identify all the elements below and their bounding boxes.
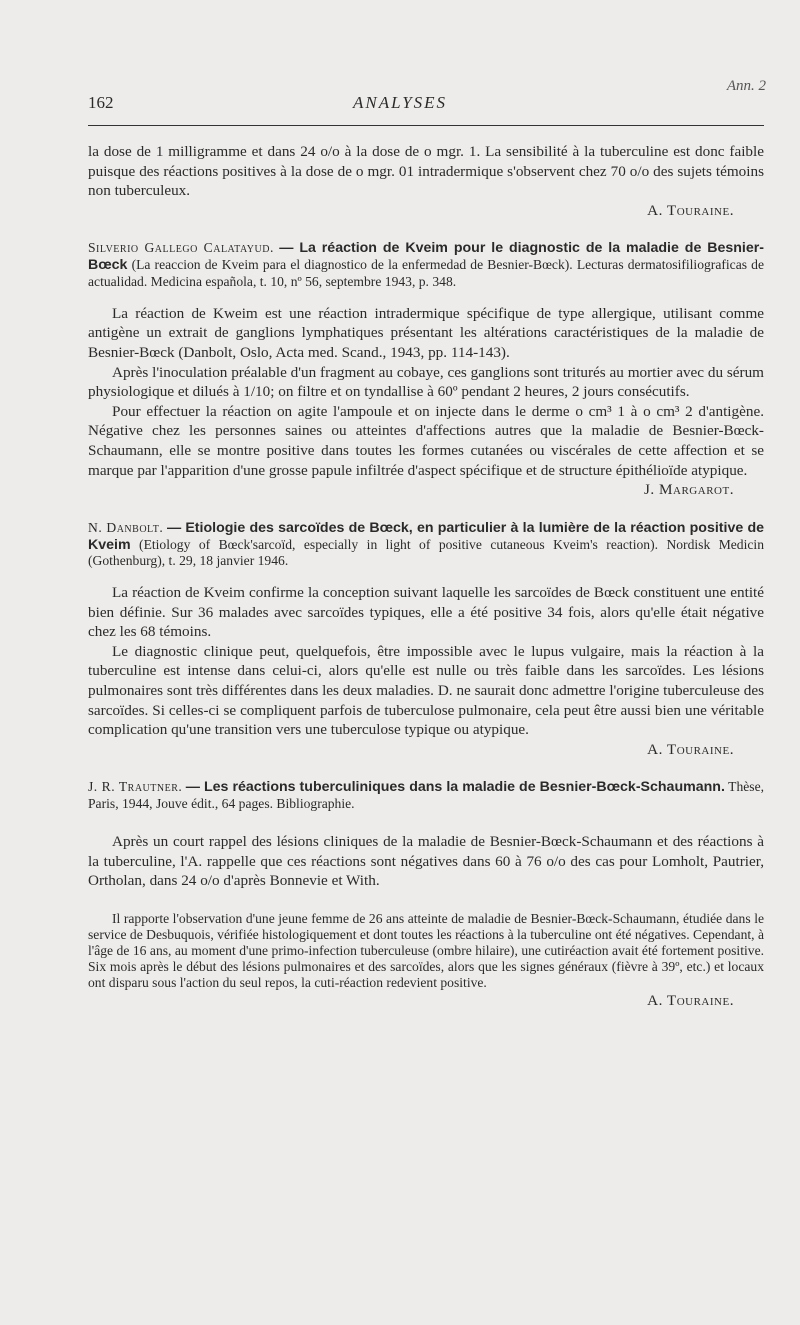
paragraph: la dose de 1 milligramme et dans 24 o/o à la dose de o mgr. 1. La sensibilité à la tuberculine est donc faible puisque des réactions positives à la dose de o mgr. 01 intradermique s'observent chez 70 o/o des sujets témoins non tuberculeux.	[88, 143, 764, 200]
paragraph: La réaction de Kveim confirme la conception suivant laquelle les sarcoïdes de Bœck constituent une entité bien définie. Sur 36 malades avec sarcoïdes typiques, elle a été positive 34 fois, alors qu'elle était négative chez les 68 témoins.	[88, 584, 764, 641]
signature: J. Margarot.	[644, 481, 734, 499]
article-kveim-diagnostic	[88, 240, 764, 499]
article-source: (Etiology of Bœck'sarcoïd, especially in light of positive cutaneous Kveim's reaction). Nordisk Medicin (Gothenburg), t. 29, 18 janvier 1946.	[88, 536, 764, 569]
page-body	[88, 142, 764, 1010]
article-title: — Etiologie des sarcoïdes de Bœck, en particulier à la lumière de la réaction positive de Kveim	[88, 519, 765, 553]
article-author: N. Danbolt.	[88, 519, 164, 535]
signature: A. Touraine.	[647, 991, 734, 1009]
paragraph: Pour effectuer la réaction on agite l'ampoule et on injecte dans le derme o cm³ 1 à o cm³ 2 d'antigène. Négative chez les personnes saines ou atteintes d'affections autres que la maladie de Besnier-Bœck-Schaumann, elle se montre positive dans toutes les formes cutanées ou viscérales de cette affection et se marque par l'apparition d'une grosse papule infiltrée d'aspect spécifique et de structure épithélioïde atypique.	[88, 402, 764, 479]
article-reference	[88, 520, 764, 569]
article-reference	[88, 240, 764, 289]
paragraph: Après l'inoculation préalable d'un fragment au cobaye, ces ganglions sont triturés au mortier avec du sérum physiologique et dilués à 1/10; on filtre et on tyndallise à 60º pendant 2 heures, 2 jours consécutifs.	[88, 363, 764, 401]
paragraph: Après un court rappel des lésions cliniques de la maladie de Besnier-Bœck-Schaumann et des réactions à la tuberculine, l'A. rappelle que ces réactions sont négatives dans 60 à 76 o/o des cas pour Lomholt, Pautrier, Ortholan, dans 24 o/o d'après Bonnevie et With.	[88, 833, 764, 890]
article-tuberculin-reactions	[88, 779, 764, 1010]
signature: A. Touraine.	[647, 201, 734, 219]
article-continued	[88, 142, 764, 220]
corner-note: Ann. 2	[726, 78, 766, 94]
article-reference	[88, 779, 764, 812]
paragraph: Il rapporte l'observation d'une jeune femme de 26 ans atteinte de maladie de Besnier-Bœck-Schaumann, étudiée dans le service de Desbuquois, vérifiée histologiquement et dont toutes les réactions à la tuberculine ont été négatives. Cependant, à l'âge de 16 ans, au moment d'une primo-infection tuberculeuse (ombre hilaire), une cutiréaction avait été fortement positive. Six mois après le début des lésions pulmonaires et des sarcoïdes, alors que les signes généraux (fièvre à 39º, etc.) et locaux ont disparu sous l'action du seul repos, la cuti-réaction redevient positive.	[88, 910, 764, 990]
article-boeck-etiology	[88, 520, 764, 760]
running-title: ANALYSES	[352, 93, 448, 112]
page-number: 162	[88, 93, 114, 112]
signature: A. Touraine.	[647, 740, 734, 758]
paragraph: La réaction de Kweim est une réaction intradermique spécifique de type allergique, utilisant comme antigène un extrait de ganglions lymphatiques présentant les altérations caractéristiques de la maladie de Besnier-Bœck (Danbolt, Oslo, Acta med. Scand., 1943, pp. 114-143).	[88, 304, 764, 361]
article-author: Silverio Gallego Calatayud.	[88, 240, 274, 256]
paragraph: Le diagnostic clinique peut, quelquefois, être impossible avec le lupus vulgaire, mais la réaction à la tuberculine est intense dans celui-ci, alors qu'elle est nulle ou très faible dans les sarcoïdes. Les lésions pulmonaires sont très différentes dans les deux maladies. D. ne saurait donc admettre l'origine tuberculeuse des sarcoïdes. Si celles-ci se compliquent parfois de tuberculose pulmonaire, cela peut être aussi bien une véritable complication qu'une transition vers une tuberculose typique ou atypique.	[88, 642, 764, 739]
header-rule	[88, 125, 764, 126]
article-source: (La reaccion de Kveim para el diagnostico de la enfermedad de Besnier-Bœck). Lecturas dermatosifiliograficas de actualidad. Medicina española, t. 10, nº 56, septembre 1943, p. 348.	[88, 257, 764, 289]
article-title: — La réaction de Kveim pour le diagnostic de la maladie de Besnier-Bœck	[88, 240, 765, 274]
article-author: J. R. Trautner.	[88, 779, 183, 795]
article-source: Thèse, Paris, 1944, Jouve édit., 64 pages. Bibliographie.	[88, 779, 764, 812]
article-title: — Les réactions tuberculiniques dans la maladie de Besnier-Bœck-Schaumann.	[185, 779, 725, 796]
